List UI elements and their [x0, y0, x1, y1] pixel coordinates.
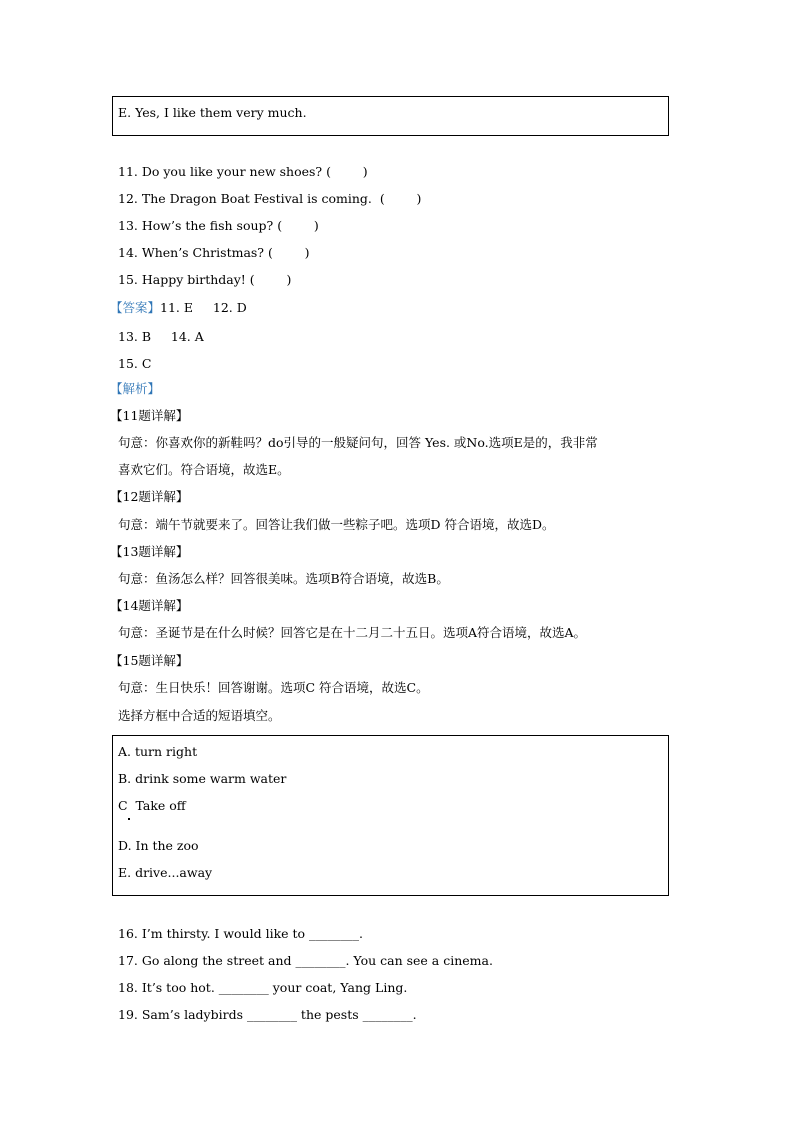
option-b: B. drink some warm water — [118, 771, 287, 786]
analysis-heading-13: 【13题详解】 — [110, 544, 189, 559]
answer-line-2: 13. B 14. A — [118, 329, 204, 344]
answer-line-1 — [110, 300, 247, 316]
analysis-text-15: 句意：生日快乐！回答谢谢。选项C 符合语境，故选C。 — [118, 680, 429, 695]
analysis-heading-14: 【14题详解】 — [110, 598, 189, 613]
analysis-text-11: 句意：你喜欢你的新鞋吗？do引导的一般疑问句，回答 Yes. 或No.选项E是的，我非常 — [118, 435, 598, 450]
question-17: 17. Go along the street and ________. You can see a cinema. — [118, 953, 493, 968]
question-14: 14. When’s Christmas? ( ) — [118, 245, 310, 260]
analysis-text-13: 句意：鱼汤怎么样？回答很美味。选项B符合语境，故选B。 — [118, 571, 449, 586]
analysis-text-14: 句意：圣诞节是在什么时候？回答它是在十二月二十五日。选项A符合语境，故选A。 — [118, 625, 587, 640]
question-15: 15. Happy birthday! ( ) — [118, 272, 292, 287]
answer-text: 11. E 12. D — [160, 300, 247, 315]
analysis-label: 【解析】 — [110, 381, 161, 396]
analysis-heading-11: 【11题详解】 — [110, 408, 189, 423]
question-11: 11. Do you like your new shoes? ( ) — [118, 164, 368, 179]
option-a: A. turn right — [118, 744, 198, 759]
analysis-text-11-cont: 喜欢它们。符合语境，故选E。 — [118, 462, 290, 477]
question-18: 18. It’s too hot. ________ your coat, Yang Ling. — [118, 980, 408, 995]
analysis-heading-15: 【15题详解】 — [110, 653, 189, 668]
question-19: 19. Sam’s ladybirds ________ the pests ________. — [118, 1007, 417, 1022]
option-e: E. Yes, I like them very much. — [118, 105, 307, 120]
option-d: D. In the zoo — [118, 838, 199, 853]
question-16: 16. I’m thirsty. I would like to ________. — [118, 926, 364, 941]
answer-line-3: 15. C — [118, 356, 152, 371]
answer-label: 【答案】 — [110, 300, 161, 315]
instruction: 选择方框中合适的短语填空。 — [118, 708, 281, 723]
option-e-phrase: E. drive...away — [118, 865, 213, 880]
option-c: C Take off — [118, 798, 186, 813]
question-12: 12. The Dragon Boat Festival is coming. ( ) — [118, 191, 422, 206]
analysis-text-12: 句意：端午节就要来了。回答让我们做一些粽子吧。选项D 符合语境，故选D。 — [118, 517, 555, 532]
stray-dot — [128, 818, 130, 820]
analysis-heading-12: 【12题详解】 — [110, 489, 189, 504]
question-13: 13. How’s the fish soup? ( ) — [118, 218, 319, 233]
